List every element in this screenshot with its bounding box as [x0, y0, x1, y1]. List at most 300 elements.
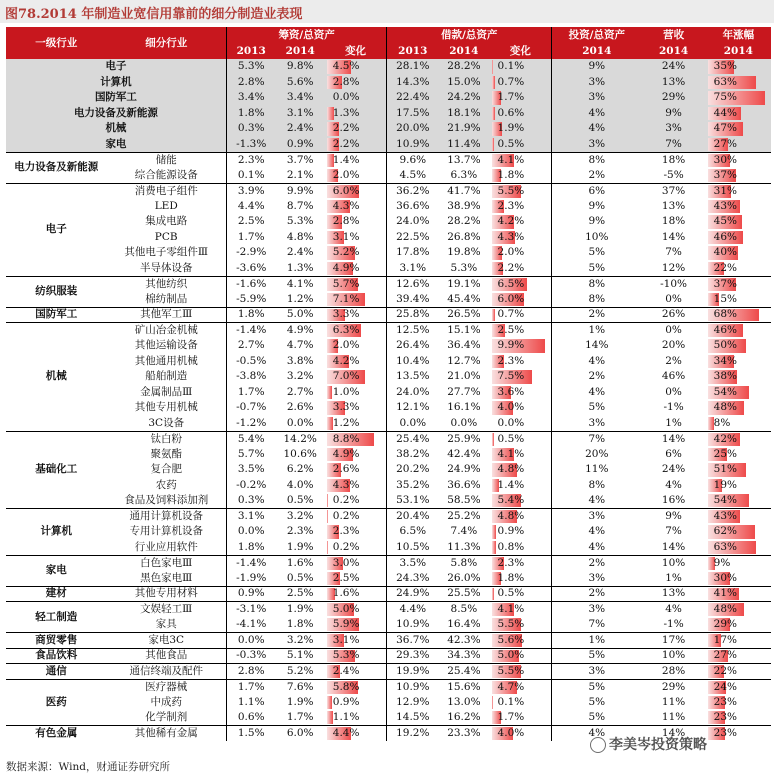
investment-ratio: 3%	[552, 571, 642, 587]
financing-change	[325, 695, 387, 711]
borrowing-change-value: 4.8%	[497, 510, 525, 522]
financing-change	[325, 245, 387, 261]
borrowing-2014: 28.2%	[438, 59, 489, 75]
financing-2013: 3.1%	[226, 509, 275, 525]
annual-return	[706, 183, 771, 199]
revenue-growth: 7%	[641, 137, 705, 153]
borrowing-change	[490, 602, 552, 618]
annual-return	[706, 602, 771, 618]
investment-ratio: 7%	[552, 617, 642, 633]
annual-return-value: 51%	[713, 463, 738, 476]
table-row	[6, 183, 771, 199]
financing-2014: 5.3%	[286, 215, 314, 228]
financing-change-value: 4.3%	[332, 478, 360, 491]
financing-2014: 3.2%	[276, 633, 325, 649]
revenue-growth: 12%	[661, 261, 686, 274]
borrowing-2013: 10.9%	[387, 617, 438, 633]
borrowing-2013: 3.5%	[387, 555, 438, 571]
investment-ratio: 11%	[552, 462, 642, 478]
investment-ratio: 4%	[552, 385, 642, 401]
industry-group-name: 医药	[6, 679, 107, 726]
borrowing-change-value: 1.8%	[497, 168, 525, 181]
table-row	[6, 323, 771, 339]
sub-industry-name: 其他专用机械	[134, 401, 198, 414]
sub-industry-name: 通信终端及配件	[107, 664, 227, 680]
annual-return-value: 37%	[713, 168, 738, 181]
financing-change	[325, 462, 387, 478]
borrowing-2013: 10.5%	[387, 540, 438, 556]
revenue-growth: 3%	[641, 121, 705, 137]
table-row	[6, 633, 771, 649]
annual-return	[706, 524, 771, 540]
financing-2014: 8.7%	[286, 199, 314, 212]
borrowing-2014: 25.4%	[438, 664, 489, 680]
borrowing-change-value: 5.5%	[497, 664, 525, 677]
financing-change-value: 0.2%	[332, 510, 360, 522]
annual-return-value: 15%	[713, 292, 738, 305]
borrowing-2014: 21.9%	[438, 121, 489, 137]
borrowing-change-value: 4.1%	[497, 153, 525, 166]
borrowing-change	[490, 493, 552, 509]
financing-change-value: 5.7%	[332, 277, 360, 290]
financing-2013: 5.3%	[226, 59, 275, 75]
annual-return-value: 48%	[713, 603, 738, 615]
borrowing-2014: 34.3%	[438, 648, 489, 664]
financing-2014: 2.6%	[286, 401, 314, 414]
table-row	[6, 276, 771, 292]
revenue-growth: 14%	[661, 540, 686, 553]
table-row	[6, 307, 771, 323]
financing-2014: 2.7%	[286, 385, 314, 398]
financing-change-value: 1.2%	[332, 416, 360, 429]
revenue-growth: 13%	[641, 586, 705, 602]
header-annual-return: 年涨幅	[706, 27, 771, 43]
annual-return-value: 46%	[713, 324, 738, 336]
annual-return-value: 44%	[713, 106, 738, 119]
financing-2014: 14.2%	[276, 431, 325, 447]
table-header	[6, 27, 771, 59]
borrowing-2013: 29.3%	[387, 648, 438, 664]
financing-2014: 2.4%	[286, 246, 314, 259]
revenue-growth: 1%	[665, 416, 682, 429]
sub-industry-name: 其他军工Ⅲ	[107, 307, 227, 323]
revenue-growth: 10%	[641, 555, 705, 571]
annual-return	[706, 385, 771, 401]
annual-return-value: 31%	[713, 184, 738, 197]
revenue-growth: 14%	[661, 230, 686, 243]
sub-industry-name: 半导体设备	[139, 261, 193, 274]
borrowing-change	[490, 571, 552, 587]
borrowing-change-value: 2.3%	[497, 556, 525, 569]
borrowing-change	[490, 59, 552, 75]
revenue-growth: 20%	[661, 339, 686, 352]
annual-return-value: 48%	[713, 401, 738, 414]
financing-change	[325, 230, 387, 246]
financing-change-value: 5.0%	[332, 603, 360, 615]
annual-return	[706, 447, 771, 463]
table-row	[6, 648, 771, 664]
borrowing-change-value: 4.1%	[497, 447, 525, 460]
financing-2013: 0.3%	[226, 121, 275, 137]
borrowing-2013: 35.2%	[387, 478, 438, 494]
annual-return	[706, 75, 771, 91]
financing-change-value: 3.3%	[332, 308, 360, 321]
header-year-2014: 2014	[706, 43, 771, 59]
annual-return-value: 43%	[713, 199, 738, 212]
annual-return-value: 46%	[713, 230, 738, 243]
financing-2014: 6.0%	[276, 726, 325, 742]
financing-2014: 2.3%	[286, 525, 314, 538]
table-row	[6, 245, 771, 261]
borrowing-change-value: 4.1%	[497, 603, 525, 615]
financing-2014: 4.9%	[276, 323, 325, 339]
annual-return	[706, 664, 771, 680]
financing-change	[325, 416, 387, 432]
annual-return	[706, 307, 771, 323]
table-row	[6, 230, 771, 246]
data-table-wrapper	[6, 27, 771, 753]
financing-2013: -3.1%	[226, 602, 275, 618]
header-industry1: 一级行业	[6, 27, 107, 59]
borrowing-2014: 26.5%	[438, 307, 489, 323]
annual-return	[706, 555, 771, 571]
borrowing-2014: 12.7%	[447, 354, 481, 367]
borrowing-change-value: 4.3%	[497, 230, 525, 243]
table-row	[6, 385, 771, 401]
financing-change	[325, 679, 387, 695]
financing-2014: 2.4%	[276, 121, 325, 137]
table-row	[6, 447, 771, 463]
borrowing-change	[490, 261, 552, 277]
investment-ratio: 5%	[552, 695, 642, 711]
borrowing-2013: 4.4%	[387, 602, 438, 618]
borrowing-change-value: 5.5%	[497, 618, 525, 630]
borrowing-change-value: 2.0%	[497, 246, 525, 259]
header-borrowing-ratio: 借款/总资产	[387, 27, 552, 43]
financing-change	[325, 276, 387, 292]
borrowing-2013: 20.0%	[387, 121, 438, 137]
financing-2014: 5.6%	[276, 75, 325, 91]
borrowing-2014: 16.2%	[447, 711, 481, 723]
borrowing-2014: 38.9%	[447, 199, 481, 212]
investment-ratio: 14%	[552, 338, 642, 354]
borrowing-change	[490, 726, 552, 742]
annual-return	[706, 586, 771, 602]
annual-return-value: 8%	[713, 416, 731, 429]
financing-change	[325, 214, 387, 230]
sub-industry-name: 化学制剂	[145, 711, 188, 723]
borrowing-2013: 12.9%	[387, 695, 438, 711]
sub-industry-name: 行业应用软件	[134, 540, 198, 553]
borrowing-change	[490, 509, 552, 525]
financing-2013: 1.7%	[226, 679, 275, 695]
annual-return	[706, 648, 771, 664]
financing-change-value: 2.2%	[332, 122, 360, 135]
header-year-2014: 2014	[276, 43, 325, 59]
sub-industry-name: 集成电路	[145, 215, 188, 228]
financing-2014: 0.9%	[276, 137, 325, 153]
borrowing-2013: 26.4%	[387, 338, 438, 354]
borrowing-change-value: 5.4%	[497, 494, 525, 506]
borrowing-2013: 24.3%	[387, 571, 438, 587]
investment-ratio: 2%	[552, 555, 642, 571]
financing-2013: -5.9%	[226, 292, 275, 308]
borrowing-change-value: 0.5%	[497, 137, 525, 150]
financing-2013: -0.5%	[226, 354, 275, 370]
financing-2014: 4.8%	[286, 230, 314, 243]
financing-2014: 5.2%	[276, 664, 325, 680]
sub-industry-name: 文娱轻工Ⅲ	[107, 602, 227, 618]
borrowing-2014: 27.7%	[447, 385, 481, 398]
industry-group-name: 食品饮料	[6, 648, 107, 664]
financing-2013: 3.9%	[226, 183, 275, 199]
revenue-growth: 13%	[641, 75, 705, 91]
industry-table	[6, 27, 771, 741]
financing-change	[325, 447, 387, 463]
borrowing-change	[490, 245, 552, 261]
financing-change	[325, 137, 387, 153]
financing-2013: 2.8%	[226, 664, 275, 680]
financing-change-value: 1.6%	[332, 587, 360, 600]
borrowing-2014: 28.2%	[447, 215, 481, 228]
revenue-growth: 17%	[641, 633, 705, 649]
annual-return-value: 54%	[713, 494, 738, 506]
borrowing-change-value: 6.0%	[497, 292, 525, 305]
financing-2013: 2.3%	[226, 152, 275, 168]
borrowing-2013: 38.2%	[387, 447, 438, 463]
sub-industry-name: 综合能源设备	[134, 168, 198, 181]
header-change: 变化	[490, 43, 552, 59]
financing-2014: 1.9%	[286, 695, 314, 708]
financing-2013: 1.7%	[226, 230, 275, 246]
revenue-growth: 4%	[641, 602, 705, 618]
borrowing-2014: 24.2%	[438, 90, 489, 106]
financing-2014: 5.0%	[276, 307, 325, 323]
borrowing-change	[490, 338, 552, 354]
borrowing-2014: 16.4%	[447, 618, 481, 630]
borrowing-change	[490, 199, 552, 215]
table-row	[6, 664, 771, 680]
financing-2014: 7.6%	[276, 679, 325, 695]
borrowing-change	[490, 540, 552, 556]
financing-change	[325, 106, 387, 122]
revenue-growth: 10%	[641, 648, 705, 664]
annual-return	[706, 323, 771, 339]
sub-industry-name: 矿山冶金机械	[107, 323, 227, 339]
table-row	[6, 369, 771, 385]
financing-change-value: 2.0%	[332, 168, 360, 181]
investment-ratio: 3%	[552, 602, 642, 618]
revenue-growth: 24%	[641, 59, 705, 75]
industry-group-name: 国防军工	[6, 307, 107, 323]
financing-change-value: 0.2%	[332, 540, 360, 553]
sub-industry-name: 其他稀有金属	[107, 726, 227, 742]
financing-change-value: 2.8%	[332, 75, 360, 88]
industry-name: 电子	[6, 59, 226, 75]
borrowing-change-value: 5.6%	[497, 633, 525, 646]
annual-return	[706, 416, 771, 432]
financing-2014: 1.2%	[286, 292, 314, 305]
table-row	[6, 602, 771, 618]
investment-ratio: 3%	[552, 75, 642, 91]
investment-ratio: 20%	[552, 447, 642, 463]
borrowing-2013: 24.0%	[387, 214, 438, 230]
borrowing-change-value: 2.5%	[497, 324, 525, 336]
financing-change-value: 2.3%	[332, 525, 360, 538]
annual-return	[706, 633, 771, 649]
annual-return-value: 27%	[713, 649, 738, 662]
annual-return-value: 35%	[713, 60, 738, 73]
table-body	[6, 59, 771, 741]
financing-change	[325, 540, 387, 556]
financing-change-value: 4.4%	[332, 727, 360, 739]
financing-change-value: 2.0%	[332, 339, 360, 352]
borrowing-2013: 10.9%	[387, 137, 438, 153]
borrowing-2013: 4.5%	[387, 168, 438, 184]
table-row	[6, 431, 771, 447]
borrowing-change-value: 7.5%	[497, 370, 525, 383]
borrowing-2014: 21.0%	[447, 370, 481, 383]
financing-change-value: 4.9%	[332, 447, 360, 460]
table-row	[6, 478, 771, 494]
financing-2013: 3.4%	[226, 90, 275, 106]
annual-return	[706, 369, 771, 385]
financing-change	[325, 524, 387, 540]
borrowing-change-value: 0.5%	[497, 587, 525, 600]
borrowing-2014: 18.1%	[438, 106, 489, 122]
financing-2014: 2.1%	[286, 168, 314, 181]
annual-return-value: 24%	[713, 680, 738, 693]
financing-2013: -3.8%	[226, 369, 275, 385]
industry-group-name: 轻工制造	[6, 602, 107, 633]
revenue-growth: 0%	[665, 292, 682, 305]
financing-2013: 0.0%	[226, 633, 275, 649]
financing-change-value: 4.2%	[332, 354, 360, 367]
table-row	[6, 400, 771, 416]
sub-industry-name: 农药	[155, 478, 177, 491]
header-investment-ratio: 投资/总资产	[552, 27, 642, 43]
borrowing-2014: 25.9%	[438, 431, 489, 447]
borrowing-change-value: 1.7%	[497, 91, 525, 104]
financing-change-value: 2.8%	[332, 215, 360, 228]
financing-2013: -0.2%	[226, 478, 275, 494]
financing-change	[325, 400, 387, 416]
financing-2014: 10.6%	[283, 447, 317, 460]
borrowing-change-value: 0.6%	[497, 106, 525, 119]
borrowing-change-value: 4.8%	[497, 463, 525, 476]
revenue-growth: -1%	[663, 401, 684, 414]
revenue-growth: 9%	[641, 106, 705, 122]
sub-industry-name: 其他运输设备	[134, 339, 198, 352]
annual-return	[706, 214, 771, 230]
borrowing-change	[490, 214, 552, 230]
borrowing-2014: 13.7%	[438, 152, 489, 168]
financing-2014: 1.9%	[276, 602, 325, 618]
revenue-growth: 11%	[661, 695, 686, 708]
borrowing-change-value: 0.1%	[497, 60, 525, 73]
annual-return-value: 27%	[713, 137, 738, 150]
financing-change	[325, 509, 387, 525]
financing-change-value: 5.3%	[332, 649, 360, 662]
financing-change	[325, 199, 387, 215]
financing-change	[325, 385, 387, 401]
borrowing-2013: 10.9%	[387, 679, 438, 695]
watermark-text: 李美岑投资策略	[609, 737, 707, 753]
financing-2014: 9.8%	[276, 59, 325, 75]
sub-industry-name: 其他通用机械	[134, 354, 198, 367]
financing-change	[325, 168, 387, 184]
sub-industry-name: 家具	[155, 618, 177, 630]
borrowing-2013: 28.1%	[387, 59, 438, 75]
borrowing-change-value: 4.7%	[497, 680, 525, 693]
borrowing-change	[490, 555, 552, 571]
borrowing-2013: 3.1%	[387, 261, 438, 277]
sub-industry-name: 储能	[107, 152, 227, 168]
borrowing-2013: 17.8%	[387, 245, 438, 261]
borrowing-change	[490, 431, 552, 447]
summary-row	[6, 137, 771, 153]
financing-2014: 9.9%	[276, 183, 325, 199]
investment-ratio: 3%	[552, 90, 642, 106]
financing-2013: 2.7%	[226, 338, 275, 354]
annual-return-value: 23%	[713, 727, 738, 739]
financing-2014: 0.5%	[286, 571, 314, 584]
financing-change-value: 7.0%	[332, 370, 360, 383]
investment-ratio: 3%	[552, 509, 642, 525]
annual-return	[706, 338, 771, 354]
annual-return-value: 75%	[713, 91, 738, 104]
table-row	[6, 261, 771, 277]
header-year-2014: 2014	[438, 43, 489, 59]
figure-title: 图78.2014 年制造业宽信用靠前的细分制造业表现	[5, 7, 303, 22]
annual-return-value: 34%	[713, 354, 738, 367]
borrowing-change	[490, 307, 552, 323]
financing-2013: -0.7%	[226, 400, 275, 416]
financing-change-value: 2.2%	[332, 137, 360, 150]
borrowing-2013: 17.5%	[387, 106, 438, 122]
financing-change-value: 4.3%	[332, 199, 360, 212]
borrowing-change	[490, 323, 552, 339]
revenue-growth: -10%	[641, 276, 705, 292]
table-row	[6, 292, 771, 308]
revenue-growth: 11%	[661, 711, 686, 723]
annual-return	[706, 245, 771, 261]
financing-change-value: 5.2%	[332, 246, 360, 259]
borrowing-2014: 13.0%	[447, 695, 481, 708]
borrowing-change-value: 0.9%	[497, 525, 525, 538]
financing-change	[325, 633, 387, 649]
borrowing-change	[490, 664, 552, 680]
borrowing-2014: 42.3%	[438, 633, 489, 649]
borrowing-2013: 9.6%	[387, 152, 438, 168]
revenue-growth: 0%	[665, 385, 682, 398]
borrowing-2013: 19.2%	[387, 726, 438, 742]
annual-return	[706, 400, 771, 416]
borrowing-change-value: 0.7%	[497, 308, 525, 321]
financing-change	[325, 710, 387, 726]
borrowing-change	[490, 121, 552, 137]
revenue-growth: 28%	[641, 664, 705, 680]
financing-change-value: 2.4%	[332, 664, 360, 677]
table-row	[6, 462, 771, 478]
financing-change	[325, 369, 387, 385]
borrowing-change	[490, 462, 552, 478]
investment-ratio: 2%	[552, 586, 642, 602]
sub-industry-name: 通用计算机设备	[107, 509, 227, 525]
borrowing-change-value: 5.0%	[497, 649, 525, 662]
financing-2013: 0.9%	[226, 586, 275, 602]
annual-return	[706, 679, 771, 695]
